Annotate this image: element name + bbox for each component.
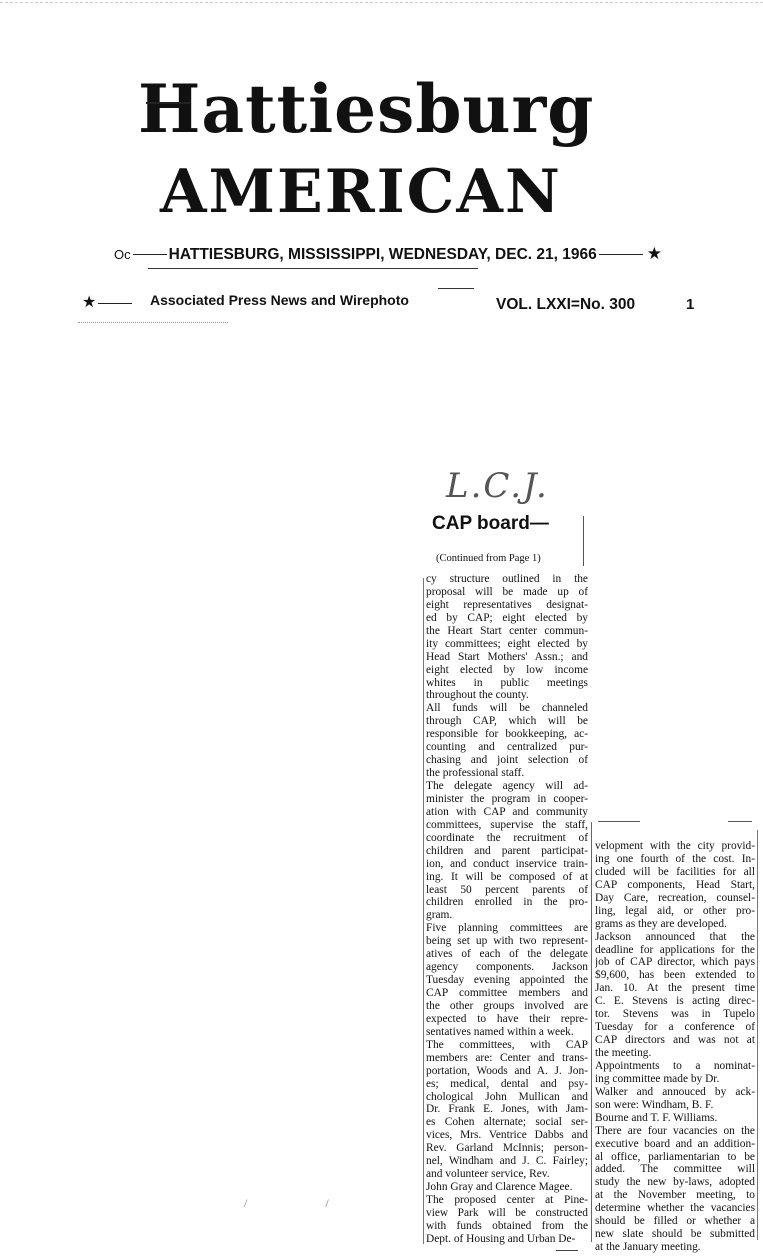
article-line: ed by CAP; eight elected by — [426, 611, 588, 624]
article-line: al office, parliamentarian to be — [595, 1150, 755, 1163]
clipping-edge-bottom — [556, 1250, 578, 1251]
clipping-edge-top — [598, 821, 640, 822]
article-line: grams as they are developed. — [595, 917, 727, 930]
article-line: job of CAP director, which pays — [595, 956, 755, 969]
article-line: chological John Mullican and — [426, 1090, 588, 1103]
volume-number: VOL. LXXI=No. 300 — [496, 296, 636, 313]
masthead-rule-short — [438, 288, 474, 289]
article-line: the other groups involved are — [426, 999, 588, 1012]
dateline-rule-right — [599, 254, 643, 255]
article-line: at the January meeting. — [595, 1241, 701, 1254]
article-line: ing committee made by Dr. — [595, 1072, 720, 1085]
article-line: whites in public meetings — [426, 676, 588, 689]
article-line: Walker and annouced by ack- — [595, 1085, 755, 1098]
masthead-title-american: AMERICAN — [160, 157, 562, 227]
top-dashed-border — [0, 2, 763, 3]
wire-line — [82, 292, 722, 312]
column-separator — [591, 822, 592, 1242]
clipping-edge-left — [423, 578, 424, 1244]
article-column-2 — [595, 840, 755, 1254]
article-line: All funds will be channeled — [426, 702, 588, 715]
article-line: ation with CAP and community — [426, 805, 588, 818]
article-line: Tuesday for a conference of — [595, 1021, 755, 1034]
article-line: cy structure outlined in the — [426, 573, 588, 585]
dateline-lead: Oc — [114, 247, 131, 262]
article-line: should be filled or whether a — [595, 1215, 755, 1228]
article-line: John Gray and Clarence Magee. — [426, 1181, 573, 1194]
article-line: ing one fourth of the cost. In- — [595, 852, 755, 865]
article-line: Day Care, recreation, counsel- — [595, 891, 755, 904]
article-line: Jan. 10. At the present time — [595, 982, 755, 995]
article-line: Dept. of Housing and Urban De- — [426, 1232, 576, 1245]
wire-rule — [98, 303, 132, 304]
star-icon: ★ — [82, 294, 97, 311]
article-line: least 50 percent parents of — [426, 883, 588, 896]
article-line: sentatives named within a week. — [426, 1025, 574, 1038]
article-line: responsible for bookkeeping, ac- — [426, 728, 588, 741]
article-line: ing. It will be composed of at — [426, 870, 588, 883]
article-line: children enrolled in the pro- — [426, 896, 588, 909]
article-line: added. The committee will — [595, 1163, 755, 1176]
article-line: CAP components, Head Start, — [595, 878, 755, 891]
article-line: es Cohen alternate; social ser- — [426, 1116, 588, 1129]
article-line: minister the program in cooper- — [426, 792, 588, 805]
article-line: view Park will be constructed — [426, 1206, 588, 1219]
article-line: executive board and an addition- — [595, 1137, 755, 1150]
article-headline: CAP board— — [432, 513, 549, 534]
article-line: eight representatives designat- — [426, 598, 588, 611]
article-line: agency components. Jackson — [426, 961, 588, 974]
article-line: children and parent participat- — [426, 844, 588, 857]
article-line: counting and centralized pur- — [426, 741, 588, 754]
article-line: The proposed center at Pine- — [426, 1194, 588, 1206]
article-line: new slate should be submitted — [595, 1228, 755, 1241]
article-column-1 — [426, 573, 588, 1246]
article-line: eight elected by low income — [426, 663, 588, 676]
article-line: at the November meeting, to — [595, 1189, 755, 1202]
page-number: 1 — [686, 296, 695, 313]
clipping-rule — [78, 322, 228, 323]
article-line: vices, Mrs. Ventrice Dabbs and — [426, 1129, 588, 1142]
article-line: CAP directors and was not at — [595, 1034, 755, 1047]
star-icon: ★ — [646, 244, 662, 263]
article-line: portation, Woods and A. J. Jon- — [426, 1064, 588, 1077]
article-line: Five planning committees are — [426, 922, 588, 935]
dateline — [114, 244, 674, 264]
article-line: study the new by-laws, adopted — [595, 1176, 755, 1189]
article-line: members are: Center and trans- — [426, 1051, 588, 1064]
article-line: committees, supervise the staff, — [426, 818, 588, 831]
article-line: Bourne and T. F. Williams. — [595, 1111, 718, 1124]
article-line: ity committees; eight elected by — [426, 637, 588, 650]
article-line: determine whether the vacancies — [595, 1202, 755, 1215]
article-line: CAP committee members and — [426, 987, 588, 999]
dateline-rule-left — [133, 254, 167, 255]
clipping-edge-top — [728, 821, 752, 822]
article-line: atives of each of the delegate — [426, 948, 588, 961]
article-line: es; medical, dental and psy- — [426, 1077, 588, 1090]
dateline-text: HATTIESBURG, MISSISSIPPI, WEDNESDAY, DEC. 21, 1966 — [168, 246, 597, 263]
article-line: Tuesday evening appointed the — [426, 974, 588, 987]
article-line: C. E. Stevens is acting direc- — [595, 995, 755, 1008]
article-line: The delegate agency will ad- — [426, 780, 588, 792]
article-line: the professional staff. — [426, 767, 525, 780]
article-line: Appointments to a nominat- — [595, 1059, 755, 1072]
clipping-edge-right — [757, 830, 758, 1240]
article-line: velopment with the city provid- — [595, 840, 755, 852]
article-line: Dr. Frank E. Jones, with Jam- — [426, 1103, 588, 1116]
scan-specks: / / — [244, 1196, 329, 1210]
article-line: the meeting. — [595, 1047, 652, 1059]
article-line: cluded will be facilities for all — [595, 865, 755, 878]
article-line: There are four vacancies on the — [595, 1124, 755, 1137]
article-line: with funds obtained from the — [426, 1219, 588, 1232]
article-line: and volunteer service, Rev. — [426, 1168, 550, 1181]
article-line: being set up with two represent- — [426, 935, 588, 948]
article-line: The committees, with CAP — [426, 1038, 588, 1051]
wire-service-label: Associated Press News and Wirephoto — [150, 292, 409, 308]
article-line: ion, and conduct inservice train- — [426, 857, 588, 870]
article-line: the Heart Start center commun- — [426, 624, 588, 637]
article-line: Jackson announced that the — [595, 930, 755, 943]
article-line: Head Start Mothers' Assn.; and — [426, 650, 588, 663]
article-line: ling, legal aid, or other pro- — [595, 904, 755, 917]
masthead-title-hattiesburg: Hattiesburg — [138, 74, 658, 144]
article-line: proposal will be made up of — [426, 585, 588, 598]
article-line: deadline for applications for the — [595, 943, 755, 956]
masthead-rule — [148, 268, 478, 269]
article-line: tor. Stevens was in Tupelo — [595, 1008, 755, 1021]
article-line: coordinate the recruitment of — [426, 831, 588, 844]
article-line: Rev. Garland McInnis; person- — [426, 1142, 588, 1155]
article-line: son were: Windham, B. F. — [595, 1098, 714, 1111]
article-line: $9,600, has been extended to — [595, 969, 755, 982]
article-line: throughout the county. — [426, 689, 529, 702]
handwritten-initials: L.C.J. — [446, 466, 549, 506]
continued-note: (Continued from Page 1) — [436, 553, 541, 564]
article-line: gram. — [426, 909, 453, 922]
article-line: expected to have their repre- — [426, 1012, 588, 1025]
article-line: nel, Windham and J. C. Fairley; — [426, 1155, 588, 1168]
article-line: through CAP, which will be — [426, 715, 588, 728]
article-line: chasing and joint selection of — [426, 754, 588, 767]
